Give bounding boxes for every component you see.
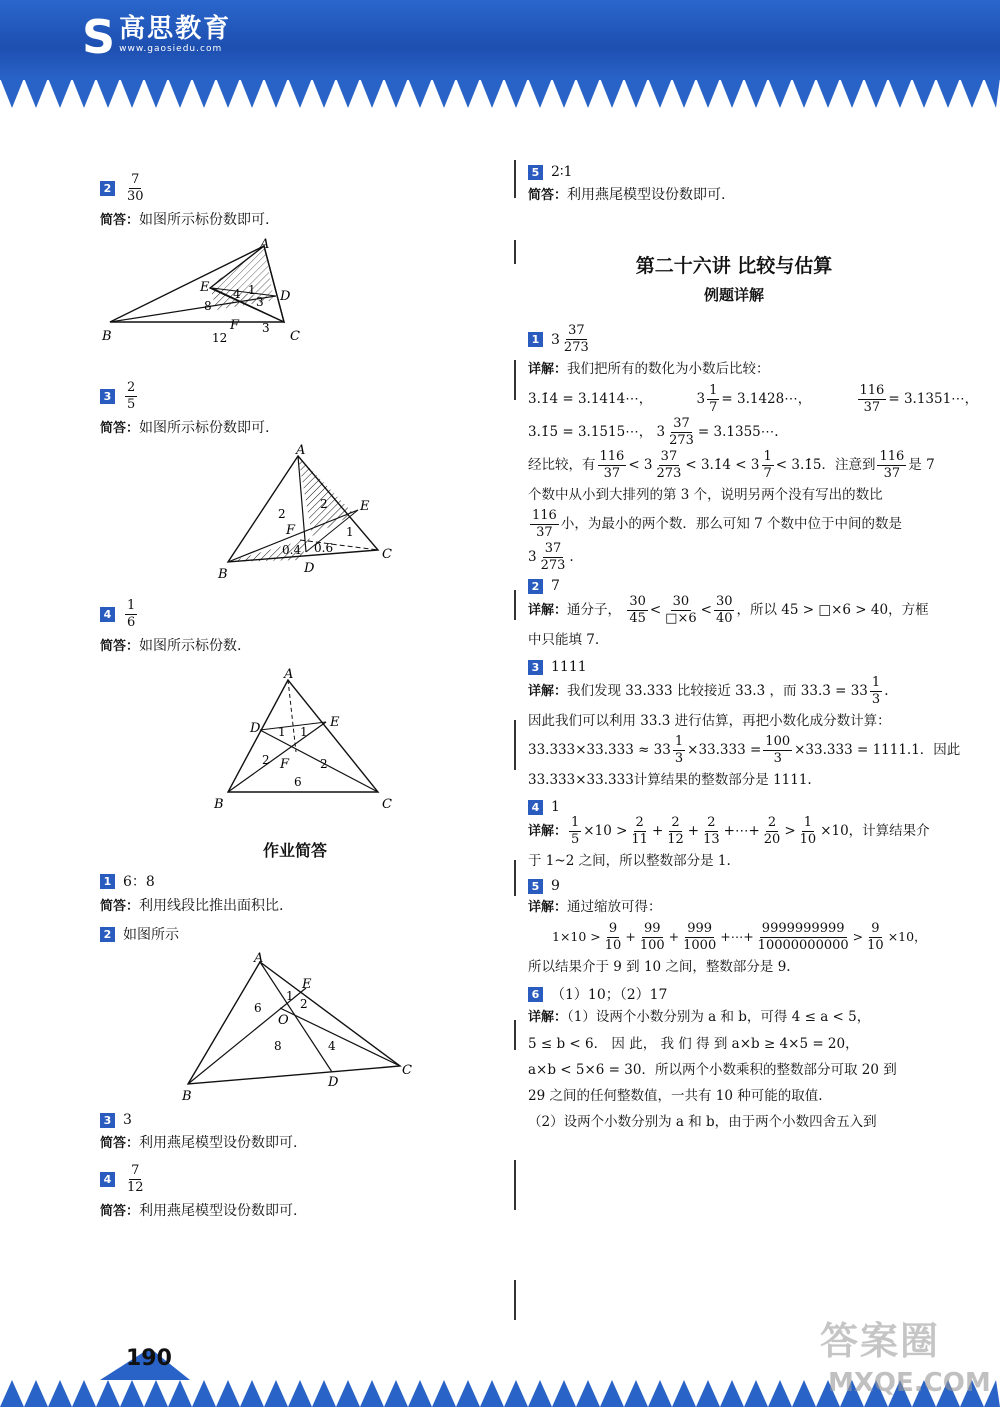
answer-text: 6：8: [123, 874, 155, 890]
logo-name: 高思教育: [119, 14, 232, 44]
question-number: 3: [528, 660, 543, 675]
svg-text:C: C: [290, 329, 300, 344]
svg-text:1: 1: [278, 725, 286, 739]
detail-text: 中只能填 7.: [528, 632, 600, 648]
answer-text: 1111: [551, 659, 587, 675]
detail-text: a×b < 5×6 = 30．所以两个小数乘积的整数部分可取 20 到: [528, 1062, 897, 1078]
answer-2: [100, 172, 490, 205]
answer-text: 2∶1: [551, 164, 573, 180]
detail-text: 29 之间的任何整数值，一共有 10 种可能的取值.: [528, 1088, 823, 1104]
triangle-figure-3: [100, 662, 400, 822]
math-line: 详解：我们发现 33.333 比较接近 33.3̇ ，而 33.3̇ = 33 $\frac{1}{3}$ .: [528, 675, 889, 707]
triangle-figure-2: [100, 444, 400, 594]
homework-3: [100, 1112, 490, 1128]
page-number: 190: [126, 1346, 172, 1371]
detail-text: 详解：我们把所有的数化为小数后比较：: [528, 361, 770, 377]
svg-text:2: 2: [320, 757, 328, 771]
svg-text:C: C: [402, 1063, 412, 1078]
svg-text:2: 2: [300, 997, 308, 1011]
svg-text:1: 1: [346, 525, 354, 539]
homework-1: [100, 871, 490, 891]
watermark-url: MXQE.COM: [828, 1368, 991, 1398]
math-line: $\frac{116}{37}$ 小，为最小的两个数．那么可知 7 个数中位于中间的数是: [532, 508, 902, 540]
svg-text:D: D: [328, 1075, 339, 1090]
svg-text:C: C: [382, 797, 392, 812]
question-number: 3: [100, 389, 115, 404]
answer-text: 9: [551, 878, 560, 894]
question-number: 6: [528, 987, 543, 1002]
brief-answer: 简答：如图所示标份数.: [100, 638, 242, 654]
brief-answer: 简答：利用燕尾模型设份数即可.: [528, 187, 726, 203]
math-line: 3.1̇5̇ = 3.1515⋯， 3 $\frac{37}{273}$ = 3.1355⋯.: [528, 416, 779, 448]
svg-text:0.6: 0.6: [314, 541, 334, 555]
detail-text: 于 1~2 之间，所以整数部分是 1.: [528, 853, 731, 869]
svg-text:2: 2: [262, 753, 270, 767]
question-number: 5: [528, 879, 543, 894]
svg-text:1: 1: [300, 725, 308, 739]
svg-text:12: 12: [212, 331, 228, 345]
detail-text: 5 ≤ b < 6． 因 此， 我 们 得 到 a×b ≥ 4×5 = 20，: [528, 1036, 859, 1052]
svg-text:O: O: [278, 1013, 289, 1028]
answer-text: （1）10；（2）17: [551, 987, 668, 1003]
homework-2: [100, 924, 490, 944]
detail-text: 详解：（1）设两个小数分别为 a 和 b，可得 4 ≤ a < 5，: [528, 1009, 871, 1025]
detail-text: 个数中从小到大排列的第 3 个，说明另两个没有写出的数比: [528, 487, 883, 503]
example-3: [528, 659, 940, 675]
svg-text:F: F: [286, 523, 296, 538]
triangle-figure-1: [100, 236, 340, 376]
svg-text:6: 6: [254, 1001, 262, 1015]
section-subtitle: 例题详解: [703, 286, 764, 304]
svg-text:D: D: [280, 289, 291, 304]
svg-text:B: B: [218, 567, 228, 582]
question-number: 2: [100, 927, 115, 942]
answer-fraction: $\frac{7}{12}$: [127, 1163, 144, 1195]
svg-text:6: 6: [294, 775, 302, 789]
column-divider: [514, 160, 516, 1320]
brief-answer: 简答：利用燕尾模型设份数即可.: [100, 1135, 298, 1151]
brand-logo: [82, 10, 232, 64]
answer-fraction: $\frac{1}{6}$: [127, 598, 136, 630]
question-number: 2: [528, 579, 543, 594]
svg-text:3: 3: [256, 295, 264, 309]
svg-text:4: 4: [233, 287, 241, 301]
detail-text: （2）设两个小数分别为 a 和 b，由于两个小数四舍五入到: [528, 1114, 877, 1130]
brief-answer: 简答：利用燕尾模型设份数即可.: [100, 1203, 298, 1219]
svg-text:B: B: [182, 1089, 192, 1104]
question-number: 2: [100, 181, 115, 196]
question-number: 1: [528, 332, 543, 347]
svg-text:F: F: [280, 757, 290, 772]
question-number: 5: [528, 165, 543, 180]
answer-text: 3: [123, 1112, 132, 1128]
answer-text: 7: [551, 578, 560, 594]
question-number: 3: [100, 1113, 115, 1128]
svg-text:E: E: [302, 977, 312, 992]
svg-text:D: D: [250, 721, 261, 736]
svg-text:4: 4: [328, 1039, 336, 1053]
header-zigzag: [0, 78, 1000, 114]
math-line: 3 $\frac{37}{273}$ .: [528, 541, 574, 573]
watermark-logo: 答案圈: [820, 1319, 941, 1363]
brief-answer: 简答：如图所示标份数即可.: [100, 212, 270, 228]
detail-text: 详解：通过缩放可得：: [528, 899, 662, 915]
math-line: 详解： $\frac{1}{5}$ ×10 > $\frac{2}{11}$ + $\frac{2}{12}$ + $\frac{2}{13}$ +⋯+ $\frac{2}{20}$ > $\frac{1}{10}$ ×10，计算结果介: [528, 815, 930, 847]
svg-text:8: 8: [204, 299, 212, 313]
detail-text: 所以结果介于 9 到 10 之间，整数部分是 9.: [528, 959, 791, 975]
example-2: [528, 578, 940, 594]
brief-answer: 简答：如图所示标份数即可.: [100, 420, 270, 436]
svg-text:F: F: [230, 318, 240, 333]
answer-3: [100, 380, 490, 413]
question-number: 4: [528, 800, 543, 815]
left-column: [100, 172, 490, 1223]
answer-fraction: $\frac{7}{30}$: [127, 172, 144, 204]
svg-text:D: D: [304, 561, 315, 576]
svg-text:0.4: 0.4: [282, 543, 302, 557]
answer-mixed-number: 3 $\frac{37}{273}$: [551, 323, 589, 355]
svg-text:E: E: [330, 715, 340, 730]
brief-answer: 简答：利用线段比推出面积比.: [100, 898, 284, 914]
detail-text: 33.333×33.333计算结果的整数部分是 1111.: [528, 772, 812, 788]
detail-text: 因此我们可以利用 33.3̇ 进行估算，再把小数化成分数计算：: [528, 713, 891, 729]
question-number: 4: [100, 607, 115, 622]
homework-4: [100, 1163, 490, 1196]
svg-text:A: A: [260, 237, 270, 252]
svg-text:A: A: [296, 444, 306, 458]
svg-text:3: 3: [262, 321, 270, 335]
svg-text:2: 2: [320, 497, 328, 511]
answer-text: 1: [551, 799, 560, 815]
example-6: [528, 984, 940, 1004]
example-4: [528, 799, 940, 815]
triangle-figure-4: [100, 948, 430, 1108]
svg-text:C: C: [382, 547, 392, 562]
logo-url: www.gaosiedu.com: [119, 44, 223, 54]
svg-text:1: 1: [248, 283, 256, 297]
answer-4: [100, 598, 490, 631]
math-line: 经比较，有 $\frac{116}{37}$ < 3 $\frac{37}{273}$ < 3.1̇4̇ < 3 $\frac{1}{7}$ < 3.1̇5̇．注意到 $\frac{116}{37}$ 是 7: [528, 449, 935, 481]
page-header: [0, 0, 1000, 80]
svg-text:E: E: [360, 499, 370, 514]
section-title: 第二十六讲 比较与估算: [635, 255, 833, 277]
svg-text:A: A: [254, 951, 264, 966]
example-5: [528, 878, 940, 894]
homework-title: 作业简答: [262, 841, 327, 860]
svg-text:2: 2: [278, 507, 286, 521]
svg-text:A: A: [284, 667, 294, 682]
svg-text:B: B: [102, 329, 112, 344]
math-line: 3.1̇4̇ = 3.1414⋯， 3 $\frac{1}{7}$ = 3.1428⋯， $\frac{116}{37}$ = 3.1351⋯，: [528, 383, 979, 415]
math-line: 详解：通分子， $\frac{30}{45}$ < $\frac{30}{□\times 6}$ < $\frac{30}{40}$ ，所以 45 > □×6 > 40，方框: [528, 594, 929, 626]
question-number: 1: [100, 874, 115, 889]
homework-5: [528, 164, 940, 180]
answer-text: 如图所示: [123, 927, 179, 943]
question-number: 4: [100, 1172, 115, 1187]
logo-letter: S: [82, 10, 116, 64]
svg-text:E: E: [200, 280, 210, 295]
answer-fraction: $\frac{2}{5}$: [127, 380, 136, 412]
math-line: 33.333×33.333 ≈ 33 $\frac{1}{3}$ ×33.333 = $\frac{100}{3}$ ×33.333 = 1111.1．因此: [528, 734, 961, 766]
svg-text:8: 8: [274, 1039, 282, 1053]
math-line: 1×10 > $\frac{9}{10}$ + $\frac{99}{100}$ + $\frac{999}{1000}$ +⋯+ $\frac{9999999999}{10000000000}$ > $\frac{9}{10}$ ×10，: [552, 921, 927, 953]
example-1: [528, 323, 940, 356]
right-column: [528, 164, 979, 1135]
svg-text:1: 1: [286, 989, 294, 1003]
svg-text:B: B: [214, 797, 224, 812]
